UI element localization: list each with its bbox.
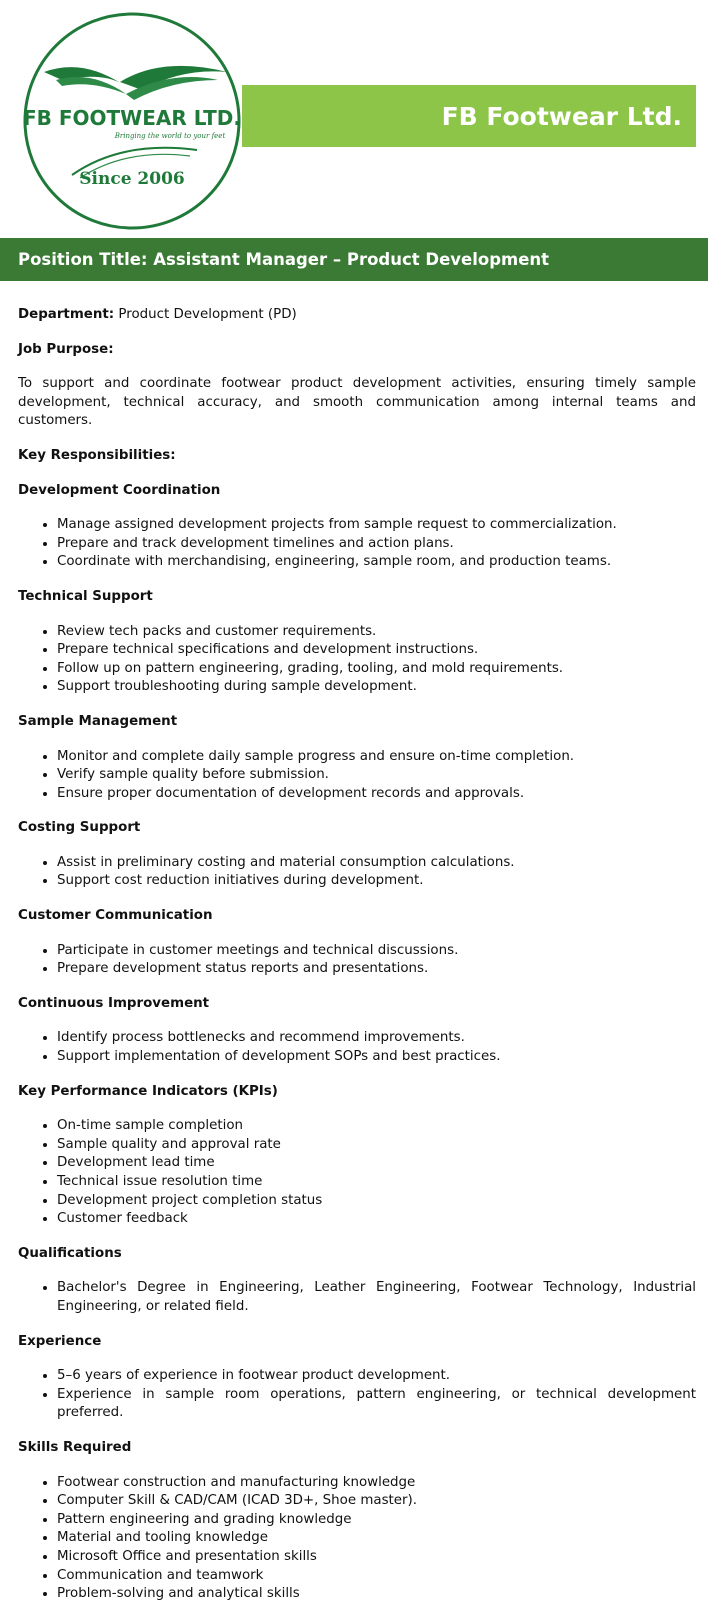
list-item: • Support cost reduction initiatives during development. xyxy=(57,872,696,891)
section-title: Key Performance Indicators (KPIs) xyxy=(18,1083,278,1099)
list-item: • Prepare technical specifications and development instructions. xyxy=(57,641,696,660)
bullet-list xyxy=(18,516,696,572)
list-item: • Microsoft Office and presentation skills xyxy=(57,1548,696,1567)
bullet-list xyxy=(18,854,696,891)
list-item: • Development project completion status xyxy=(57,1192,696,1211)
company-logo xyxy=(22,10,242,232)
department-line xyxy=(18,306,696,325)
list-item: • Sample quality and approval rate xyxy=(57,1136,696,1155)
bullet-list xyxy=(18,748,696,804)
list-item: • Development lead time xyxy=(57,1154,696,1173)
section-title: Costing Support xyxy=(18,820,141,836)
section-title: Development Coordination xyxy=(18,482,221,498)
section-title: Qualifications xyxy=(18,1245,122,1261)
bullet-list xyxy=(18,1029,696,1066)
bullet-list xyxy=(18,1367,696,1423)
list-item: • Review tech packs and customer requirements. xyxy=(57,623,696,642)
section-title: Sample Management xyxy=(18,713,178,729)
position-title-bar xyxy=(0,238,708,281)
list-item: • Material and tooling knowledge xyxy=(57,1529,696,1548)
list-item: • Prepare development status reports and presentations. xyxy=(57,960,696,979)
bullet-list xyxy=(18,1474,696,1604)
section-title: Continuous Improvement xyxy=(18,995,210,1011)
sections xyxy=(18,482,696,1604)
section-title: Experience xyxy=(18,1333,102,1349)
list-item: • Problem-solving and analytical skills xyxy=(57,1585,696,1604)
list-item: • Prepare and track development timelines and action plans. xyxy=(57,535,696,554)
list-item: • Support implementation of development SOPs and best practices. xyxy=(57,1048,696,1067)
list-item: • Verify sample quality before submission. xyxy=(57,766,696,785)
department-value: Product Development (PD) xyxy=(114,307,297,322)
logo-tagline: Bringing the world to your feet xyxy=(114,132,226,140)
list-item: • 5–6 years of experience in footwear product development. xyxy=(57,1367,696,1386)
section-title: Customer Communication xyxy=(18,908,213,924)
job-description xyxy=(18,306,696,1620)
logo-name: FB FOOTWEAR LTD. xyxy=(22,106,242,130)
list-item: • Assist in preliminary costing and material consumption calculations. xyxy=(57,854,696,873)
list-item: • Participate in customer meetings and technical discussions. xyxy=(57,942,696,961)
brand-title: FB Footwear Ltd. xyxy=(441,101,682,131)
list-item: • Pattern engineering and grading knowledge xyxy=(57,1511,696,1530)
list-item: • Customer feedback xyxy=(57,1210,696,1229)
brand-banner xyxy=(242,85,696,147)
job-purpose-text: To support and coordinate footwear product development activities, ensuring timely sample development, technical accuracy, and smooth communication among internal teams and customers. xyxy=(18,376,696,429)
list-item: • Experience in sample room operations, pattern engineering, or technical development preferred. xyxy=(57,1386,696,1423)
list-item: • Bachelor's Degree in Engineering, Leather Engineering, Footwear Technology, Industrial Engineering, or related field. xyxy=(57,1279,696,1316)
bullet-list xyxy=(18,1279,696,1316)
list-item: • Follow up on pattern engineering, grading, tooling, and mold requirements. xyxy=(57,660,696,679)
list-item: • Ensure proper documentation of development records and approvals. xyxy=(57,785,696,804)
section-title: Skills Required xyxy=(18,1439,132,1455)
section-title: Technical Support xyxy=(18,588,153,604)
list-item: • Computer Skill & CAD/CAM (ICAD 3D+, Shoe master). xyxy=(57,1492,696,1511)
list-item: • Communication and teamwork xyxy=(57,1567,696,1586)
list-item: • Support troubleshooting during sample development. xyxy=(57,678,696,697)
list-item: • On-time sample completion xyxy=(57,1117,696,1136)
logo-since: Since 2006 xyxy=(79,169,185,189)
bullet-list xyxy=(18,1117,696,1229)
bullet-list xyxy=(18,623,696,697)
list-item: • Manage assigned development projects from sample request to commercialization. xyxy=(57,516,696,535)
list-item: • Monitor and complete daily sample progress and ensure on-time completion. xyxy=(57,748,696,767)
bullet-list xyxy=(18,942,696,979)
job-purpose-label: Job Purpose: xyxy=(18,341,114,357)
list-item: • Identify process bottlenecks and recommend improvements. xyxy=(57,1029,696,1048)
list-item: • Footwear construction and manufacturing knowledge xyxy=(57,1474,696,1493)
position-title: Position Title: Assistant Manager – Product Development xyxy=(18,250,550,269)
department-label: Department: xyxy=(18,307,115,322)
header xyxy=(0,0,721,236)
key-responsibilities-label: Key Responsibilities: xyxy=(18,447,176,463)
list-item: • Coordinate with merchandising, engineering, sample room, and production teams. xyxy=(57,553,696,572)
list-item: • Technical issue resolution time xyxy=(57,1173,696,1192)
